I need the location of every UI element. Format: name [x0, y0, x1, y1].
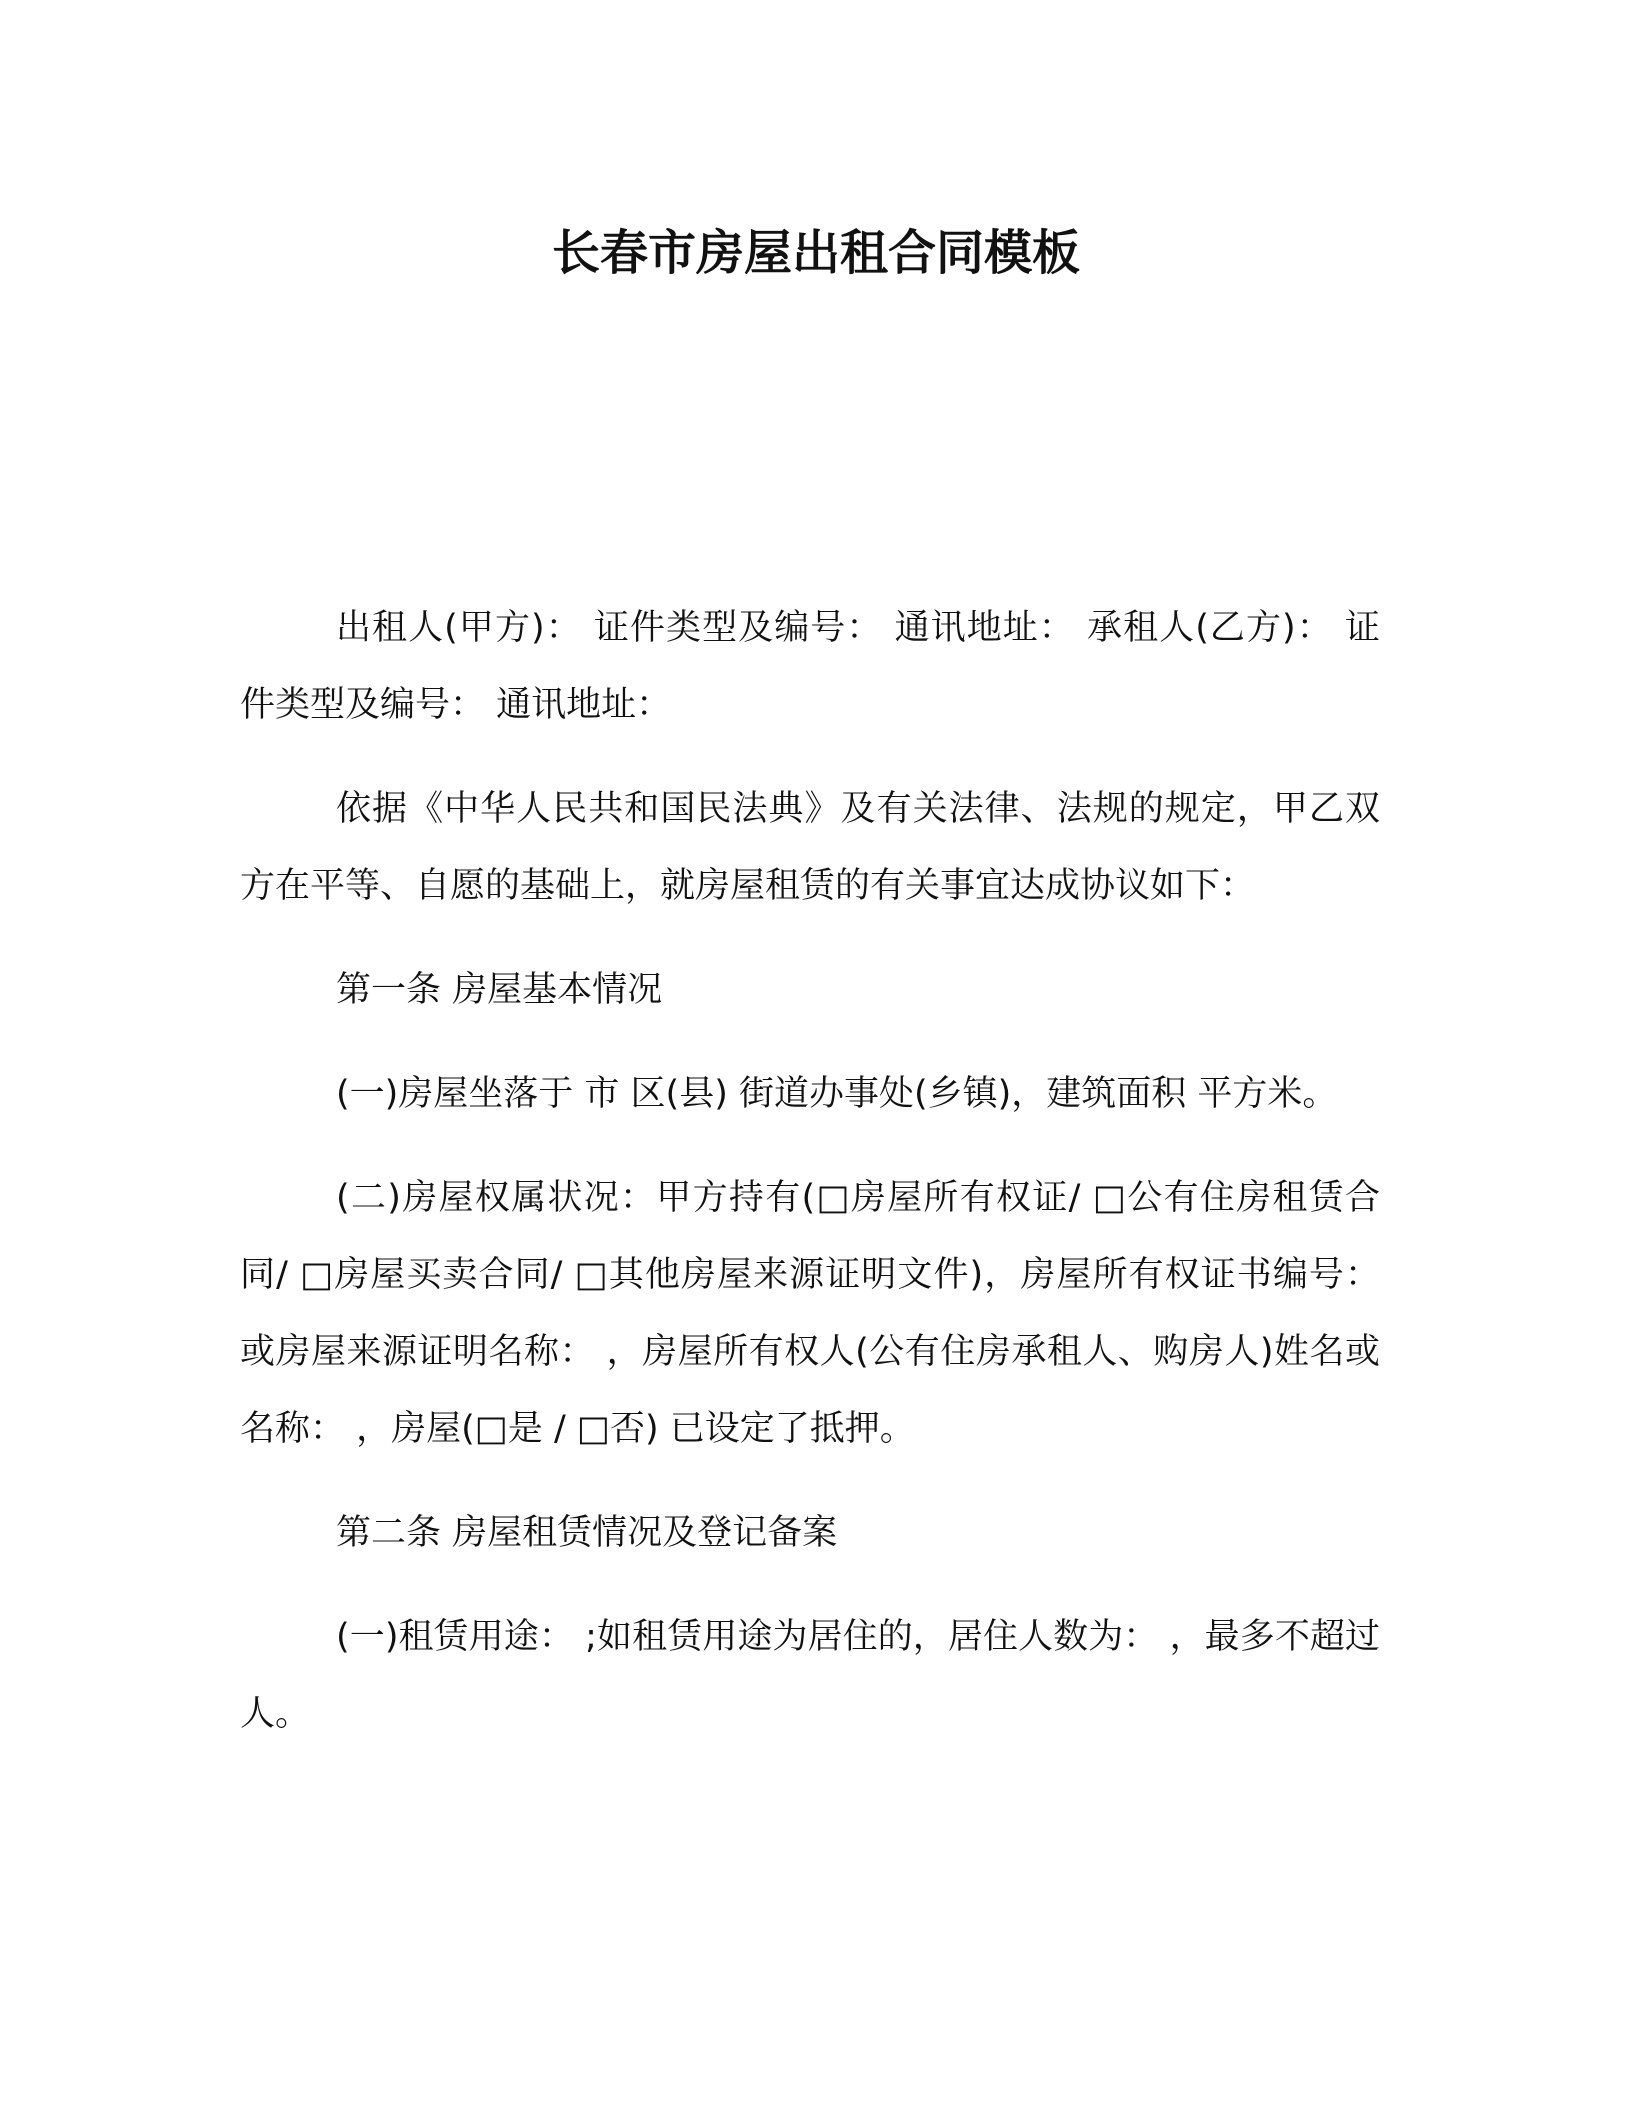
document-title: 长春市房屋出租合同模板: [551, 225, 1080, 281]
article-2-heading: 第二条 房屋租赁情况及登记备案: [336, 1513, 838, 1553]
parties-paragraph: 出租人(甲方)： 证件类型及编号： 通讯地址： 承租人(乙方)： 证件类型及编号： 通讯地址：: [240, 608, 1380, 725]
article-1-heading: 第一条 房屋基本情况: [336, 970, 663, 1010]
article-1-clause-1: (一)房屋坐落于 市 区(县) 街道办事处(乡镇)，建筑面积 平方米。: [336, 1074, 1338, 1114]
article-2-clause-1: (一)租赁用途： ;如租赁用途为居住的，居住人数为： ，最多不超过 人。: [240, 1617, 1380, 1734]
document-body: [240, 590, 1380, 1780]
article-1-clause-2: (二)房屋权属状况：甲方持有(□房屋所有权证/ □公有住房租赁合同/ □房屋买卖合同/ □其他房屋来源证明文件)，房屋所有权证书编号： 或房屋来源证明名称： ，房屋所有权人(公有住房承租人、购房人)姓名或名称： ，房屋(□是 / □否) 已设定了抵押。: [240, 1178, 1380, 1449]
preamble-paragraph: 依据《中华人民共和国民法典》及有关法律、法规的规定，甲乙双方在平等、自愿的基础上，就房屋租赁的有关事宜达成协议如下：: [240, 789, 1380, 906]
